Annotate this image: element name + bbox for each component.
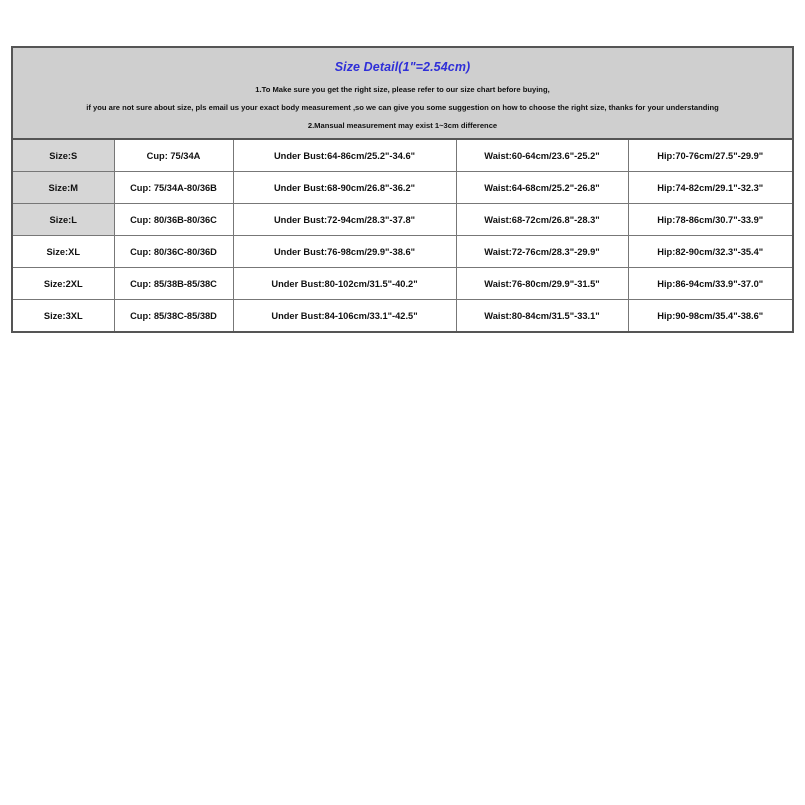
cup-value: Cup: 85/38B-85/38C [114, 268, 233, 300]
cup-value: Cup: 80/36C-80/36D [114, 236, 233, 268]
size-label: Size:L [13, 204, 114, 236]
hip-value: Hip:74-82cm/29.1"-32.3" [628, 172, 792, 204]
size-label: Size:3XL [13, 300, 114, 332]
hip-value: Hip:78-86cm/30.7"-33.9" [628, 204, 792, 236]
size-label: Size:2XL [13, 268, 114, 300]
hip-value: Hip:82-90cm/32.3"-35.4" [628, 236, 792, 268]
hip-value: Hip:70-76cm/27.5"-29.9" [628, 140, 792, 172]
size-label: Size:XL [13, 236, 114, 268]
size-label: Size:S [13, 140, 114, 172]
size-note-3: 2.Mansual measurement may exist 1~3cm difference [307, 121, 498, 130]
size-chart-header [13, 48, 792, 140]
table-row [13, 204, 792, 236]
under-bust-value: Under Bust:84-106cm/33.1"-42.5" [233, 300, 456, 332]
size-note-2: if you are not sure about size, pls email us your exact body measurement ,so we can give you some suggestion on how to choose the right size, thanks for your understanding [86, 103, 719, 112]
table-row [13, 268, 792, 300]
size-chart [11, 46, 794, 333]
table-row [13, 172, 792, 204]
table-row [13, 140, 792, 172]
cup-value: Cup: 80/36B-80/36C [114, 204, 233, 236]
hip-value: Hip:86-94cm/33.9"-37.0" [628, 268, 792, 300]
size-note-1: 1.To Make sure you get the right size, please refer to our size chart before buying, [255, 85, 550, 94]
under-bust-value: Under Bust:76-98cm/29.9"-38.6" [233, 236, 456, 268]
waist-value: Waist:76-80cm/29.9"-31.5" [456, 268, 628, 300]
size-chart-title: Size Detail(1"=2.54cm) [334, 60, 471, 74]
under-bust-value: Under Bust:64-86cm/25.2"-34.6" [233, 140, 456, 172]
under-bust-value: Under Bust:72-94cm/28.3"-37.8" [233, 204, 456, 236]
waist-value: Waist:64-68cm/25.2"-26.8" [456, 172, 628, 204]
waist-value: Waist:80-84cm/31.5"-33.1" [456, 300, 628, 332]
waist-value: Waist:60-64cm/23.6"-25.2" [456, 140, 628, 172]
cup-value: Cup: 75/34A-80/36B [114, 172, 233, 204]
table-row [13, 236, 792, 268]
size-label: Size:M [13, 172, 114, 204]
under-bust-value: Under Bust:80-102cm/31.5"-40.2" [233, 268, 456, 300]
waist-value: Waist:68-72cm/26.8"-28.3" [456, 204, 628, 236]
cup-value: Cup: 75/34A [114, 140, 233, 172]
waist-value: Waist:72-76cm/28.3"-29.9" [456, 236, 628, 268]
size-table [13, 140, 792, 331]
table-row [13, 300, 792, 332]
hip-value: Hip:90-98cm/35.4"-38.6" [628, 300, 792, 332]
cup-value: Cup: 85/38C-85/38D [114, 300, 233, 332]
under-bust-value: Under Bust:68-90cm/26.8"-36.2" [233, 172, 456, 204]
